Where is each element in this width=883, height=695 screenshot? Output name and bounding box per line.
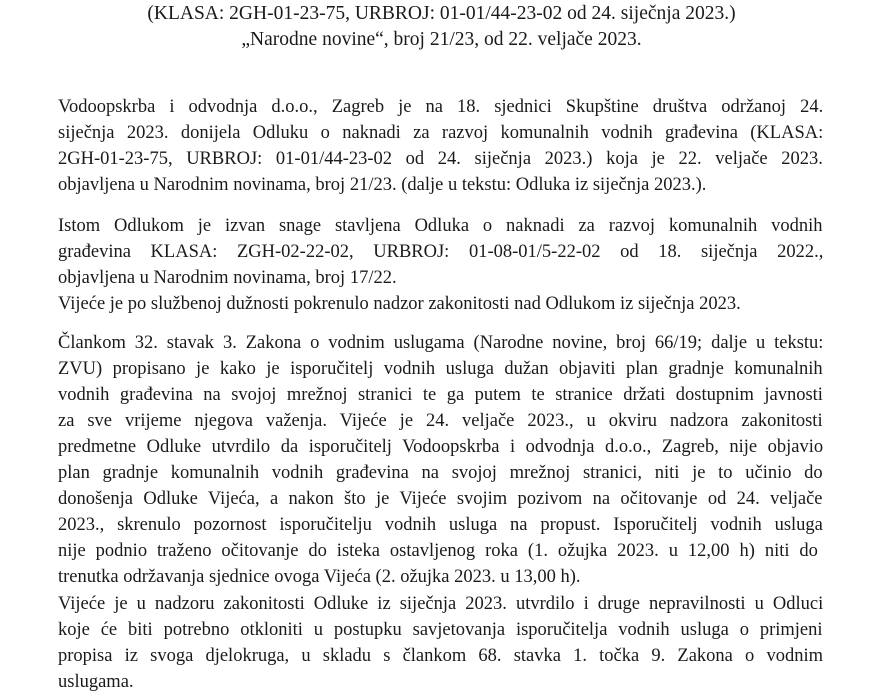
text-line: Vijeće je u nadzoru zakonitosti Odluke iz siječnja 2023. utvrdilo i druge nepravilnosti u Odluci	[58, 594, 824, 614]
header-publication-line: „Narodne novine“, broj 21/23, od 22. veljače 2023.	[241, 29, 642, 50]
text-line: plan gradnje komunalnih vodnih građevina na svojoj mrežnoj stranici, niti je to učinio do	[58, 463, 823, 483]
text-line: donošenja Odluke Vijeća, a nakon što je Vijeće svojim pozivom na očitovanje od 24. veljače	[58, 489, 823, 509]
paragraph-other-irregularities	[58, 591, 823, 695]
paragraph-legal-basis	[58, 330, 823, 590]
text-line: Vijeće je po službenoj dužnosti pokrenulo nadzor zakonitosti nad Odlukom iz siječnja 2023.	[58, 294, 741, 314]
text-line: siječnja 2023. donijela Odluku o naknadi za razvoj komunalnih vodnih građevina (KLASA:	[58, 123, 824, 143]
text-line: Vodoopskrba i odvodnja d.o.o., Zagreb je na 18. sjednici Skupštine društva održanoj 24.	[58, 97, 824, 117]
header-reference-line: (KLASA: 2GH-01-23-75, URBROJ: 01-01/44-23-02 od 24. siječnja 2023.)	[147, 3, 736, 24]
paragraph-supervision-initiated	[58, 291, 823, 317]
text-line: nije podnio traženo očitovanje do isteka ostavljenog roka (1. ožujka 2023. u 12,00 h) niti do	[58, 541, 818, 561]
text-line: vodnih građevina na svojoj mrežnoj stranici te ga putem te stranice držati dostupnim javnosti	[58, 385, 823, 405]
text-line: uslugama.	[58, 672, 134, 692]
paragraph-decision-adoption	[58, 94, 823, 198]
text-line: predmetne Odluke utvrdilo da isporučitelj Vodoopskrba i odvodnja d.o.o., Zagreb, nije objavio	[58, 437, 824, 457]
text-line: propisa iz svoga djelokruga, u skladu s člankom 68. stavka 1. točka 9. Zakona o vodnim	[58, 646, 823, 666]
text-line: objavljena u Narodnim novinama, broj 21/23. (dalje u tekstu: Odluka iz siječnja 2023.).	[58, 175, 707, 195]
text-line: koje će biti potrebno otkloniti u postupku savjetovanja isporučitelja vodnih usluga o primjeni	[58, 620, 823, 640]
paragraph-repealed-decision	[58, 213, 823, 291]
text-line: trenutka održavanja sjednice ovoga Vijeća (2. ožujka 2023. u 13,00 h).	[58, 567, 581, 587]
text-line: 2023., skrenulo pozornost isporučitelju vodnih usluga na propust. Isporučitelj vodnih usluga	[58, 515, 823, 535]
text-line: 2GH-01-23-75, URBROJ: 01-01/44-23-02 od 24. siječnja 2023.) koja je 22. veljače 2023.	[58, 149, 823, 169]
text-line: Člankom 32. stavak 3. Zakona o vodnim uslugama (Narodne novine, broj 66/19; dalje u tekstu:	[58, 333, 824, 353]
text-line: objavljena u Narodnim novinama, broj 17/22.	[58, 268, 397, 288]
text-line: građevina KLASA: ZGH-02-22-02, URBROJ: 01-08-01/5-22-02 od 18. siječnja 2022.,	[58, 242, 824, 262]
document-header	[0, 2, 883, 52]
text-line: za sve vrijeme njegova važenja. Vijeće je 24. veljače 2023., u okviru nadzora zakonitosti	[58, 411, 823, 431]
text-line: Istom Odlukom je izvan snage stavljena Odluka o naknadi za razvoj komunalnih vodnih	[58, 216, 823, 236]
text-line: ZVU) propisano je kako je isporučitelj vodnih usluga dužan objaviti plan gradnje komunalnih	[58, 359, 823, 379]
